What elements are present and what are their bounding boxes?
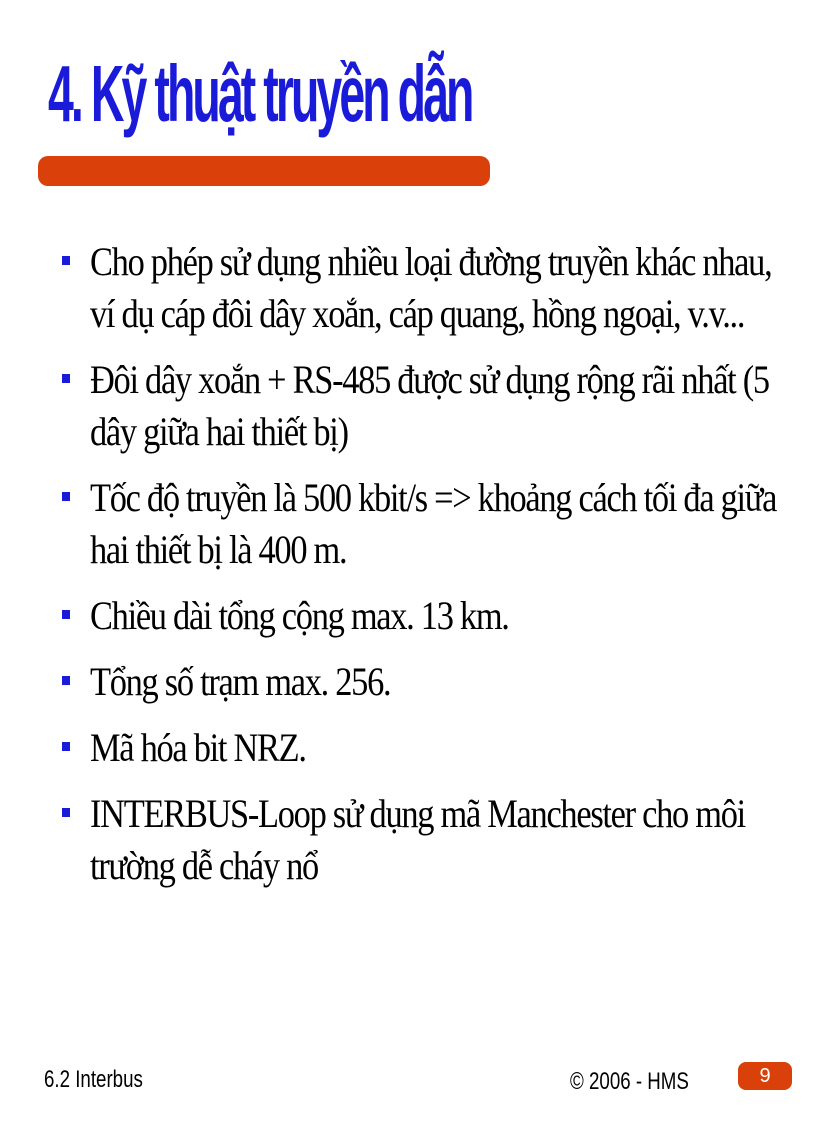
square-bullet-icon: [62, 676, 70, 685]
footer-section-label: 6.2 Interbus: [44, 1066, 143, 1093]
square-bullet-icon: [62, 742, 70, 751]
bullet-text: INTERBUS-Loop sử dụng mã Manchester cho môi trường dễ cháy nổ: [90, 791, 745, 888]
bullet-item: [60, 472, 790, 576]
bullet-text: Tổng số trạm max. 256.: [90, 659, 391, 704]
title-underline-bar: [38, 156, 490, 186]
page-number-badge: 9: [738, 1062, 792, 1090]
bullet-item: [60, 722, 790, 774]
bullet-text: Mã hóa bit NRZ.: [90, 725, 306, 770]
footer-copyright: © 2006 - HMS: [570, 1068, 689, 1095]
bullet-text: Cho phép sử dụng nhiều loại đường truyền khác nhau, ví dụ cáp đôi dây xoắn, cáp quang, hồng ngoại, v.v...: [90, 239, 772, 336]
square-bullet-icon: [62, 256, 70, 265]
square-bullet-icon: [62, 492, 70, 501]
bullet-text: Tốc độ truyền là 500 kbit/s => khoảng cách tối đa giữa hai thiết bị là 400 m.: [90, 475, 777, 572]
square-bullet-icon: [62, 610, 70, 619]
bullet-item: [60, 788, 790, 892]
slide-title: 4. Kỹ thuật truyền dẫn: [48, 49, 472, 138]
bullet-item: [60, 354, 790, 458]
bullet-text: Đôi dây xoắn + RS-485 được sử dụng rộng rãi nhất (5 dây giữa hai thiết bị): [90, 357, 769, 454]
bullet-item: [60, 236, 790, 340]
bullet-list: [60, 236, 790, 906]
bullet-item: [60, 656, 790, 708]
bullet-text: Chiều dài tổng cộng max. 13 km.: [90, 593, 509, 638]
square-bullet-icon: [62, 374, 70, 383]
square-bullet-icon: [62, 808, 70, 817]
bullet-item: [60, 590, 790, 642]
